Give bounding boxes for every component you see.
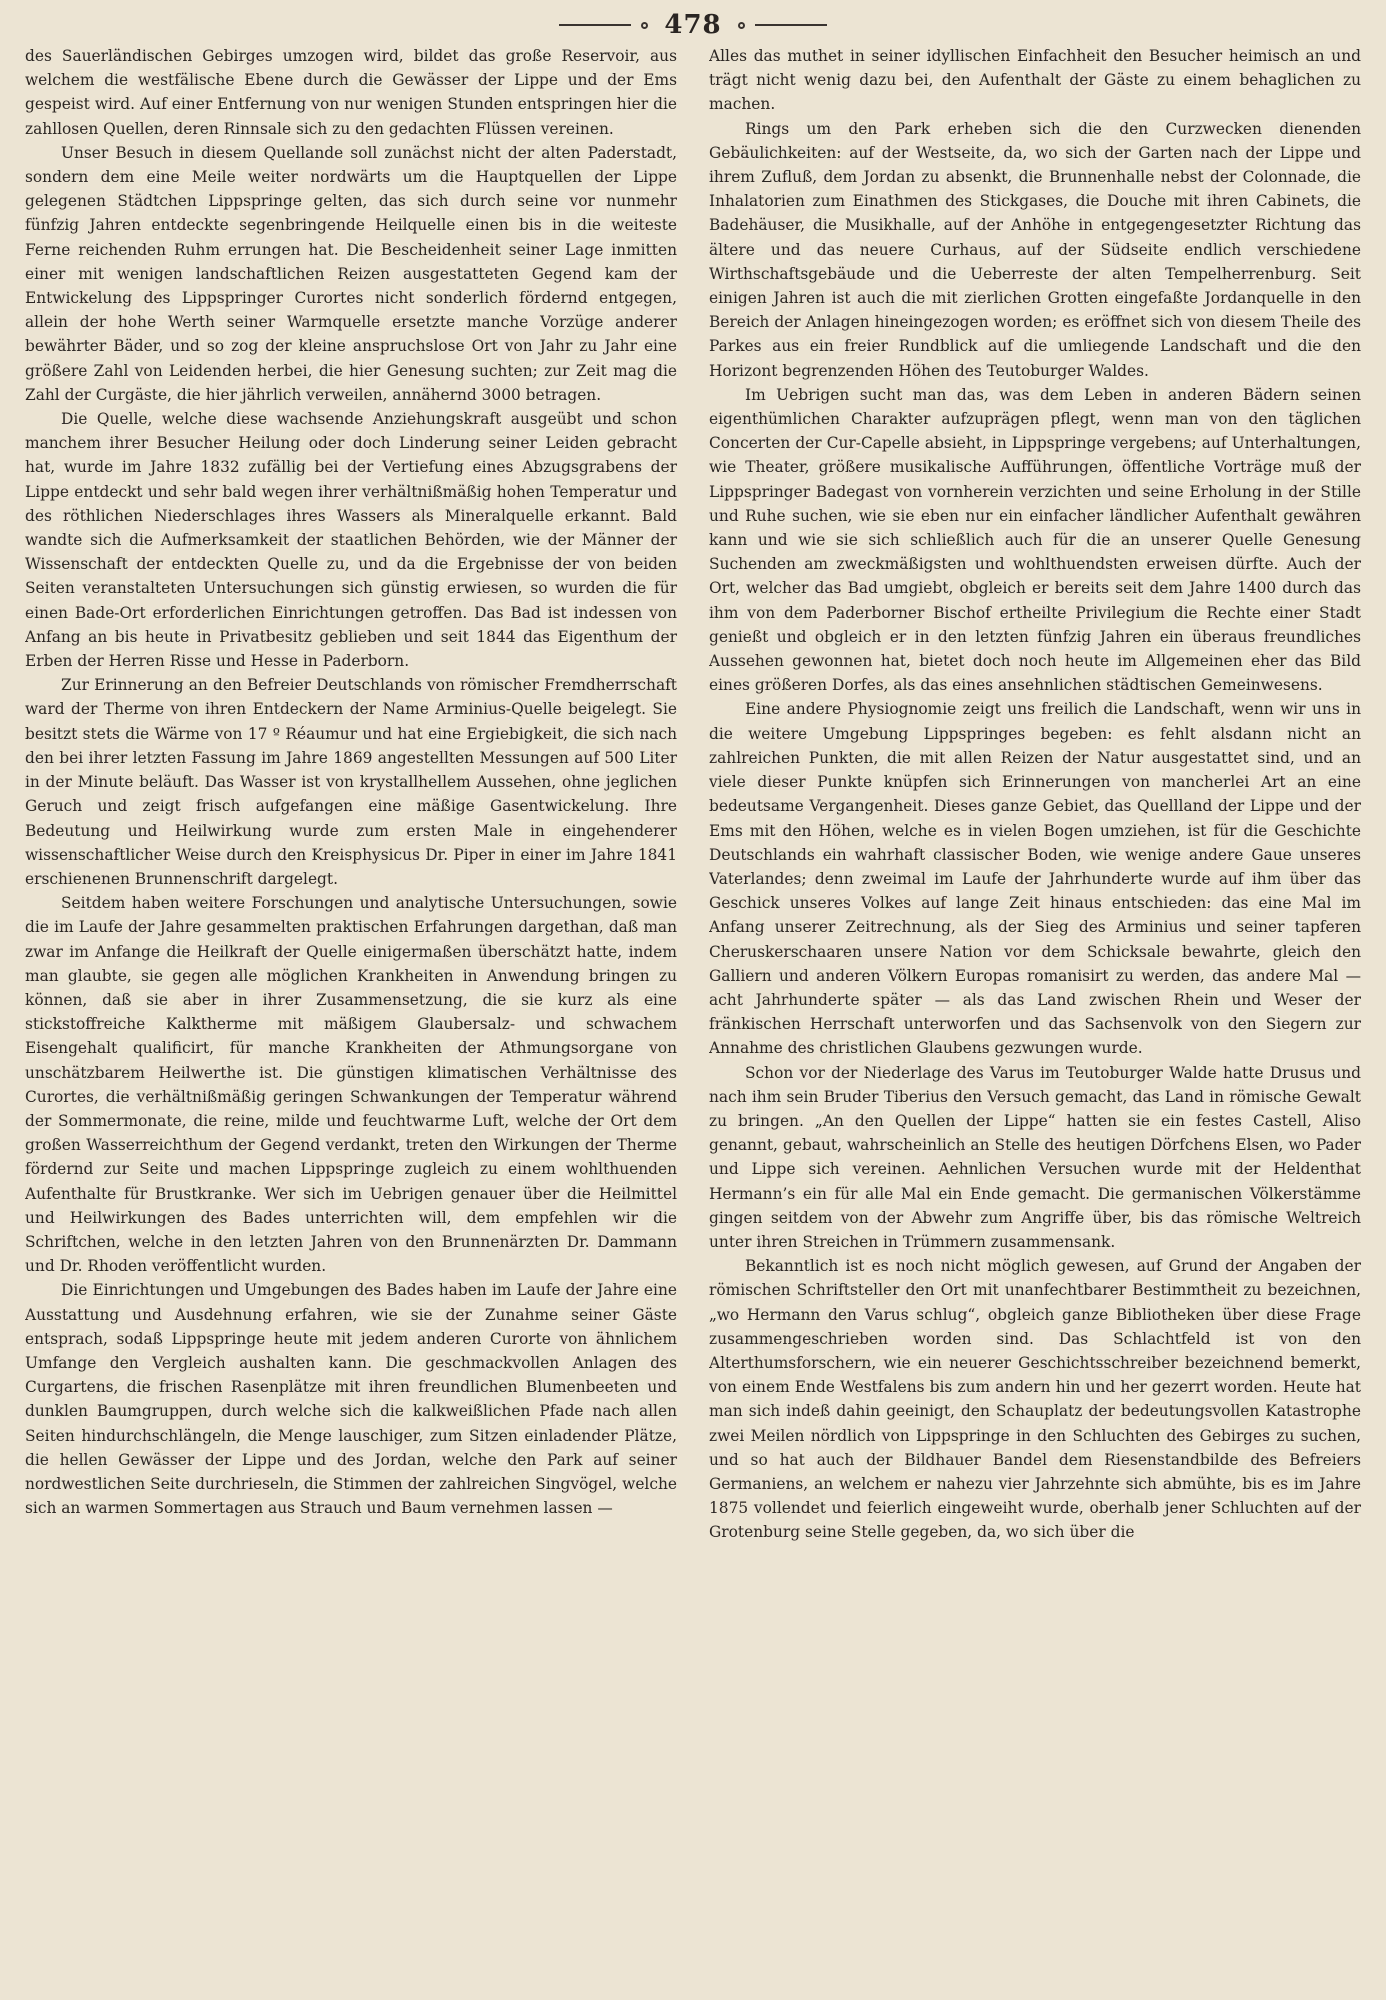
text-columns xyxy=(25,44,1361,1992)
header-rule-left xyxy=(559,24,631,26)
right-paragraph-4: Eine andere Physiognomie zeigt uns freilich die Landschaft, wenn wir uns in die weitere Umgebung Lippspringes begeben: es fehlt alsdann nicht an zahlreichen Punkten, die mit allen Reizen der Natur ausgestattet sind, und an viele dieser Punkte knüpfen sich Erinnerungen von mancherlei Art an eine bedeutsame Vergangenheit. Dieses ganze Gebiet, das Quellland der Lippe und der Ems mit den Höhen, welche es in vielen Bogen umziehen, ist für die Geschichte Deutschlands ein wahrhaft classischer Boden, wie wenige andere Gaue unseres Vaterlandes; denn zweimal im Laufe der Jahrhunderte wurde auf ihm über das Geschick unseres Volkes auf lange Zeit hinaus entschieden: das eine Mal im Anfang unserer Zeitrechnung, als der Sieg des Arminius und seiner tapferen Cheruskerschaaren unsere Nation vor dem Schicksale bewahrte, gleich den Galliern und anderen Völkern Europas romanisirt zu werden, das andere Mal — acht Jahrhunderte später — als das Land zwischen Rhein und Weser der fränkischen Herrschaft unterworfen und das Sachsenvolk von den Siegern zur Annahme des christlichen Glaubens gezwungen wurde. xyxy=(709,700,1361,1058)
left-paragraph-6: Die Einrichtungen und Umgebungen des Bades haben im Laufe der Jahre eine Ausstattung und Ausdehnung erfahren, wie sie der Zunahme seiner Gäste entsprach, sodaß Lippspringe heute mit jedem anderen Curorte von ähnlichem Umfange den Vergleich aushalten kann. Die geschmackvollen Anlagen des Curgartens, die frischen Rasenplätze mit ihren freundlichen Blumenbeeten und dunklen Baumgruppen, durch welche sich die kalkweißlichen Pfade nach allen Seiten hindurchschlängeln, die Menge lauschiger, zum Sitzen einladender Plätze, die hellen Gewässer der Lippe und des Jordan, welche den Park auf seiner nordwestlichen Seite durchrieseln, die Stimmen der zahlreichen Singvögel, welche sich an warmen Sommertagen aus Strauch und Baum vernehmen lassen — xyxy=(25,1281,677,1518)
right-paragraph-5: Schon vor der Niederlage des Varus im Teutoburger Walde hatte Drusus und nach ihm sein Bruder Tiberius den Versuch gemacht, das Land in römische Gewalt zu bringen. „An den Quellen der Lippe“ hatten sie ein festes Castell, Aliso genannt, gebaut, wahrscheinlich an Stelle des heutigen Dörfchens Elsen, wo Pader und Lippe sich vereinen. Aehnlichen Versuchen wurde mit der Heldenthat Hermann’s ein für alle Mal ein Ende gemacht. Die germanischen Völkerstämme gingen seitdem von der Abwehr zum Angriffe über, bis das römische Weltreich unter ihren Streichen in Trümmern zusammensank. xyxy=(709,1063,1361,1251)
right-paragraph-6: Bekanntlich ist es noch nicht möglich gewesen, auf Grund der Angaben der römischen Schriftsteller den Ort mit unanfechtbarer Bestimmtheit zu bezeichnen, „wo Hermann den Varus schlug“, obgleich ganze Bibliotheken über diese Frage zusammengeschrieben worden sind. Das Schlachtfeld ist von den Alterthumsforschern, wie ein neuerer Geschichtsschreiber bezeichnend bemerkt, von einem Ende Westfalens bis zum andern hin und her gezerrt worden. Heute hat man sich indeß dahin geeinigt, den Schauplatz der bedeutungsvollen Katastrophe zwei Meilen nördlich von Lippspringe in den Schluchten des Gebirges zu suchen, und so hat auch der Bildhauer Bandel dem Riesenstandbilde des Befreiers Germaniens, an welchem er nahezu vier Jahrzehnte sich abmühte, bis es im Jahre 1875 vollendet und feierlich eingeweiht wurde, oberhalb jener Schluchten auf der Grotenburg seine Stelle gegeben, da, wo sich über die xyxy=(709,1257,1361,1542)
left-column xyxy=(25,44,677,1992)
right-column xyxy=(709,44,1361,1992)
left-paragraph-5: Seitdem haben weitere Forschungen und analytische Untersuchungen, sowie die im Laufe der Jahre gesammelten praktischen Erfahrungen dargethan, daß man zwar im Anfange die Heilkraft der Quelle einigermaßen überschätzt hatte, indem man glaubte, sie gegen alle möglichen Krankheiten in Anwendung bringen zu können, daß sie aber in ihrer Zusammensetzung, die sie kurz als eine stickstoffreiche Kalktherme mit mäßigem Glaubersalz- und schwachem Eisengehalt qualificirt, für manche Krankheiten der Athmungsorgane von unschätzbarem Heilwerthe ist. Die günstigen klimatischen Verhältnisse des Curortes, die verhältnißmäßig geringen Schwankungen der Temperatur während der Sommermonate, die reine, milde und feuchtwarme Luft, welche der Ort dem großen Wasserreichthum der Gegend verdankt, treten den Wirkungen der Therme fördernd zur Seite und machen Lippspringe zugleich zu einem wohlthuenden Aufenthalte für Brustkranke. Wer sich im Uebrigen genauer über die Heilmittel und Heilwirkungen des Bades unterrichten will, dem empfehlen wir die Schriftchen, welche in den letzten Jahren von den Brunnenärzten Dr. Dammann und Dr. Rhoden veröffentlicht wurden. xyxy=(25,894,677,1276)
page-number: 478 xyxy=(664,10,722,40)
left-paragraph-3: Die Quelle, welche diese wachsende Anziehungskraft ausgeübt und schon manchem ihrer Besucher Heilung oder doch Linderung seiner Leiden gebracht hat, wurde im Jahre 1832 zufällig bei der Vertiefung eines Abzugsgrabens der Lippe entdeckt und sehr bald wegen ihrer verhältnißmäßig hohen Temperatur und des röthlichen Niederschlages ihres Wassers als Mineralquelle erkannt. Bald wandte sich die Aufmerksamkeit der staatlichen Behörden, wie der Männer der Wissenschaft der entdeckten Quelle zu, und da die Ergebnisse der von beiden Seiten veranstalteten Untersuchungen sich günstig erwiesen, so wurden die für einen Bade-Ort erforderlichen Einrichtungen getroffen. Das Bad ist indessen von Anfang an bis heute in Privatbesitz geblieben und seit 1844 das Eigenthum der Erben der Herren Risse und Hesse in Paderborn. xyxy=(25,410,677,671)
left-paragraph-1: des Sauerländischen Gebirges umzogen wird, bildet das große Reservoir, aus welchem die westfälische Ebene durch die Gewässer der Lippe und der Ems gespeist wird. Auf einer Entfernung von nur wenigen Stunden entspringen hier die zahllosen Quellen, deren Rinnsale sich zu den gedachten Flüssen vereinen. xyxy=(25,47,677,138)
header-ornament-left-icon xyxy=(641,22,648,29)
right-paragraph-3: Im Uebrigen sucht man das, was dem Leben in anderen Bädern seinen eigenthümlichen Charakter aufzuprägen pflegt, wenn man von den täglichen Concerten der Cur-Capelle absieht, in Lippspringe vergebens; auf Unterhaltungen, wie Theater, größere musikalische Aufführungen, öffentliche Vorträge muß der Lippspringer Badegast von vornherein verzichten und seine Erholung in der Stille und Ruhe suchen, wie sie eben nur ein einfacher ländlicher Aufenthalt gewähren kann und wie sie sich schließlich auch für die an unserer Quelle Genesung Suchenden am zweckmäßigsten und wohlthuendsten erweisen dürfte. Auch der Ort, welcher das Bad umgiebt, obgleich er bereits seit dem Jahre 1400 durch das ihm von dem Paderborner Bischof ertheilte Privilegium die Rechte einer Stadt genießt und obgleich er in den letzten fünfzig Jahren ein überaus freundliches Aussehen gewonnen hat, bietet doch noch heute im Allgemeinen eher das Bild eines größeren Dorfes, als das eines ansehnlichen städtischen Gemeinwesens. xyxy=(709,385,1361,695)
page-header xyxy=(0,8,1386,42)
header-ornament-right-icon xyxy=(738,22,745,29)
left-paragraph-2: Unser Besuch in diesem Quellande soll zunächst nicht der alten Paderstadt, sondern dem eine Meile weiter nordwärts um die Hauptquellen der Lippe gelegenen Städtchen Lippspringe gelten, das sich durch seine vor nunmehr fünfzig Jahren entdeckte segenbringende Heilquelle einen bis in die weiteste Ferne reichenden Ruhm errungen hat. Die Bescheidenheit seiner Lage inmitten einer mit wenigen landschaftlichen Reizen ausgestatteten Gegend kam der Entwickelung des Lippspringer Curortes nicht sonderlich fördernd entgegen, allein der hohe Werth seiner Warmquelle ersetzte manche Vorzüge anderer bewährter Bäder, und so zog der kleine anspruchslose Ort von Jahr zu Jahr eine größere Zahl von Leidenden herbei, die hier Genesung suchten; zur Zeit mag die Zahl der Curgäste, die hier jährlich verweilen, annähernd 3000 betragen. xyxy=(25,143,677,404)
left-paragraph-4: Zur Erinnerung an den Befreier Deutschlands von römischer Fremdherrschaft ward der Therme von ihren Entdeckern der Name Arminius-Quelle beigelegt. Sie besitzt stets die Wärme von 17 º Réaumur und hat eine Ergiebigkeit, die sich nach den bei ihrer letzten Fassung im Jahre 1869 angestellten Messungen auf 500 Liter in der Minute beläuft. Das Wasser ist von krystallhellem Aussehen, ohne jeglichen Geruch und zeigt frisch aufgefangen eine mäßige Gasentwickelung. Ihre Bedeutung und Heilwirkung wurde zum ersten Male in eingehenderer wissenschaftlicher Weise durch den Kreisphysicus Dr. Piper in einer im Jahre 1841 erschienenen Brunnenschrift dargelegt. xyxy=(25,676,677,888)
right-paragraph-1: Alles das muthet in seiner idyllischen Einfachheit den Besucher heimisch an und trägt nicht wenig dazu bei, den Aufenthalt der Gäste zu einem behaglichen zu machen. xyxy=(709,47,1361,114)
header-rule-right xyxy=(755,24,827,26)
right-paragraph-2: Rings um den Park erheben sich die den Curzwecken dienenden Gebäulichkeiten: auf der Westseite, da, wo sich der Garten nach der Lippe und ihrem Zufluß, dem Jordan zu absenkt, die Brunnenhalle nebst der Colonnade, die Inhalatorien zum Einathmen des Stickgases, die Douche mit ihren Cabinets, die Badehäuser, die Musikhalle, auf der Anhöhe in entgegengesetzter Richtung das ältere und das neuere Curhaus, auf der Südseite endlich verschiedene Wirthschaftsgebäude und die Ueberreste der alten Tempelherrenburg. Seit einigen Jahren ist auch die mit zierlichen Grotten eingefaßte Jordanquelle in den Bereich der Anlagen hineingezogen worden; es eröffnet sich von diesem Theile des Parkes aus ein freier Rundblick auf die umliegende Landschaft und die den Horizont begrenzenden Höhen des Teutoburger Waldes. xyxy=(709,119,1361,380)
